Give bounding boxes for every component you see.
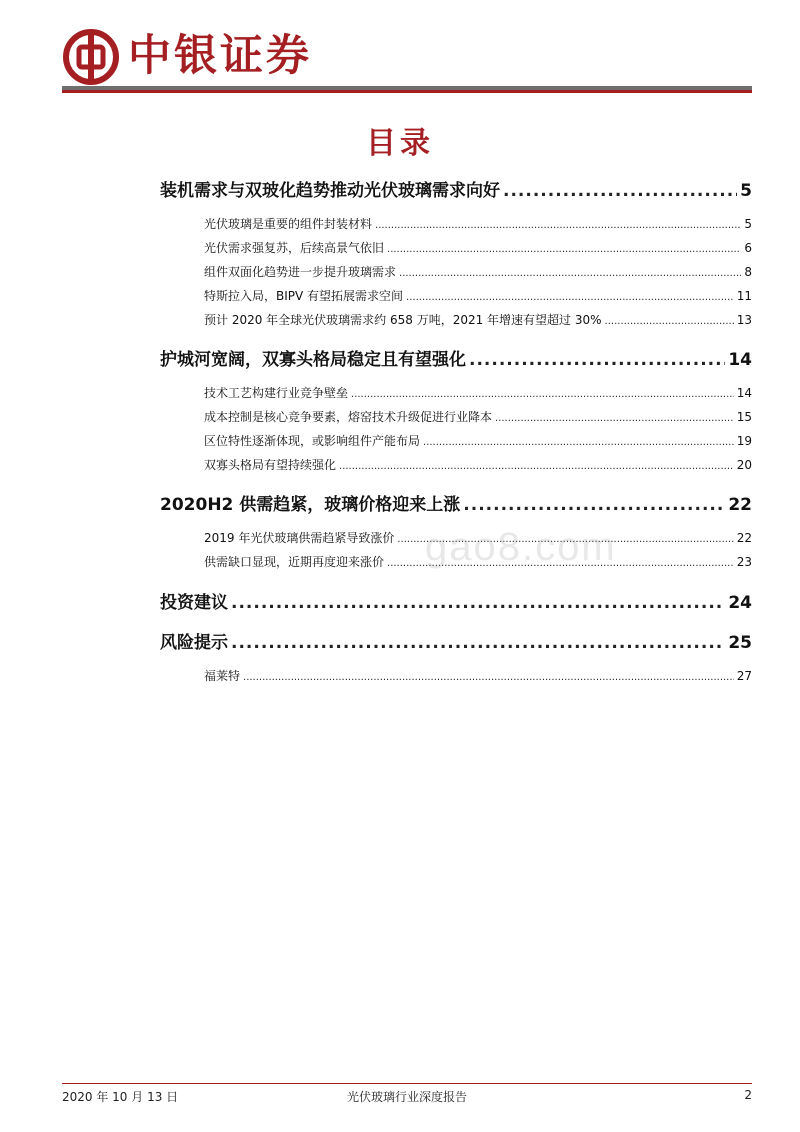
toc-entry-page: 13	[736, 313, 752, 327]
footer-doc-title: 光伏玻璃行业深度报告	[346, 1090, 467, 1104]
toc-entry-label: 风险提示	[160, 633, 228, 653]
toc-entry-page: 23	[736, 555, 752, 569]
toc-subsection-entry[interactable]	[204, 215, 752, 232]
toc-dot-leader	[351, 389, 734, 400]
toc-entry-page: 5	[740, 181, 752, 201]
toc-subsection-entry[interactable]	[204, 239, 752, 256]
toc-entry-label: 福莱特	[204, 669, 241, 683]
toc-dot-leader	[503, 181, 737, 201]
toc-dot-leader	[423, 437, 734, 448]
toc-section-entry[interactable]	[160, 345, 752, 370]
toc-subsection-entry[interactable]	[204, 667, 752, 684]
toc-dot-leader	[463, 495, 725, 515]
toc-dot-leader	[375, 220, 741, 231]
toc-dot-leader	[495, 413, 734, 424]
toc-subsection-entry[interactable]	[204, 408, 752, 425]
toc-entry-label: 供需缺口显现，近期再度迎来涨价	[204, 555, 385, 569]
toc-entry-label: 护城河宽阔，双寡头格局稳定且有望强化	[160, 350, 466, 370]
toc-entry-page: 15	[736, 410, 752, 424]
toc-dot-leader	[399, 268, 741, 279]
toc-entry-page: 14	[736, 386, 752, 400]
toc-entry-label: 光伏玻璃是重要的组件封装材料	[204, 217, 373, 231]
toc-dot-leader	[231, 633, 725, 653]
toc-section-entry[interactable]	[160, 628, 752, 653]
toc-entry-page: 27	[736, 669, 752, 683]
toc-subsection-entry[interactable]	[204, 287, 752, 304]
page-header	[0, 0, 800, 100]
footer-page-number: 2	[744, 1088, 752, 1102]
toc-section-entry[interactable]	[160, 588, 752, 613]
toc-entry-page: 25	[728, 633, 752, 653]
toc-subsection-entry[interactable]	[204, 456, 752, 473]
toc-entry-page: 6	[744, 241, 752, 255]
toc-entry-page: 20	[736, 458, 752, 472]
toc-dot-leader	[605, 316, 734, 327]
toc-entry-page: 19	[736, 434, 752, 448]
page-title: 目录	[366, 126, 434, 161]
toc-entry-label: 组件双面化趋势进一步提升玻璃需求	[204, 265, 397, 279]
bank-of-china-logo-icon	[62, 28, 120, 86]
toc-entry-page: 14	[728, 350, 752, 370]
toc-dot-leader	[243, 672, 734, 683]
toc-entry-label: 成本控制是核心竞争要素，熔窑技术升级促进行业降本	[204, 410, 493, 424]
toc-entry-label: 投资建议	[160, 593, 228, 613]
toc-entry-page: 24	[728, 593, 752, 613]
toc-entry-page: 11	[736, 289, 752, 303]
toc-dot-leader	[387, 244, 741, 255]
toc-subsection-entry[interactable]	[204, 384, 752, 401]
header-accent-divider	[62, 90, 752, 93]
toc-entry-label: 装机需求与双玻化趋势推动光伏玻璃需求向好	[160, 181, 500, 201]
watermark: gao8.com	[425, 525, 617, 569]
toc-dot-leader	[406, 292, 734, 303]
toc-dot-leader	[469, 350, 725, 370]
toc-section-entry[interactable]	[160, 490, 752, 515]
toc-section-entry[interactable]	[160, 176, 752, 201]
toc-subsection-entry[interactable]	[204, 263, 752, 280]
toc-entry-page: 22	[736, 531, 752, 545]
toc-entry-label: 特斯拉入局，BIPV 有望拓展需求空间	[204, 289, 404, 303]
toc-entry-page: 8	[744, 265, 752, 279]
toc-entry-label: 技术工艺构建行业竞争壁垒	[204, 386, 349, 400]
toc-entry-label: 光伏需求强复苏，后续高景气依旧	[204, 241, 385, 255]
toc-entry-page: 5	[744, 217, 752, 231]
footer-divider	[62, 1083, 752, 1084]
brand-name: 中银证券	[128, 31, 312, 81]
toc-dot-leader	[339, 461, 734, 472]
toc-entry-page: 22	[728, 495, 752, 515]
toc-entry-label: 2020H2 供需趋紧，玻璃价格迎来上涨	[160, 495, 461, 515]
toc-entry-label: 2019 年光伏玻璃供需趋紧导致涨价	[204, 531, 395, 545]
toc-dot-leader	[231, 593, 725, 613]
toc-entry-label: 预计 2020 年全球光伏玻璃需求约 658 万吨，2021 年增速有望超过 30%	[204, 313, 602, 327]
toc-entry-label: 双寡头格局有望持续强化	[204, 458, 337, 472]
toc-subsection-entry[interactable]	[204, 311, 752, 328]
toc-subsection-entry[interactable]	[204, 432, 752, 449]
footer-date: 2020 年 10 月 13 日	[62, 1090, 179, 1104]
toc-entry-label: 区位特性逐渐体现，或影响组件产能布局	[204, 434, 421, 448]
